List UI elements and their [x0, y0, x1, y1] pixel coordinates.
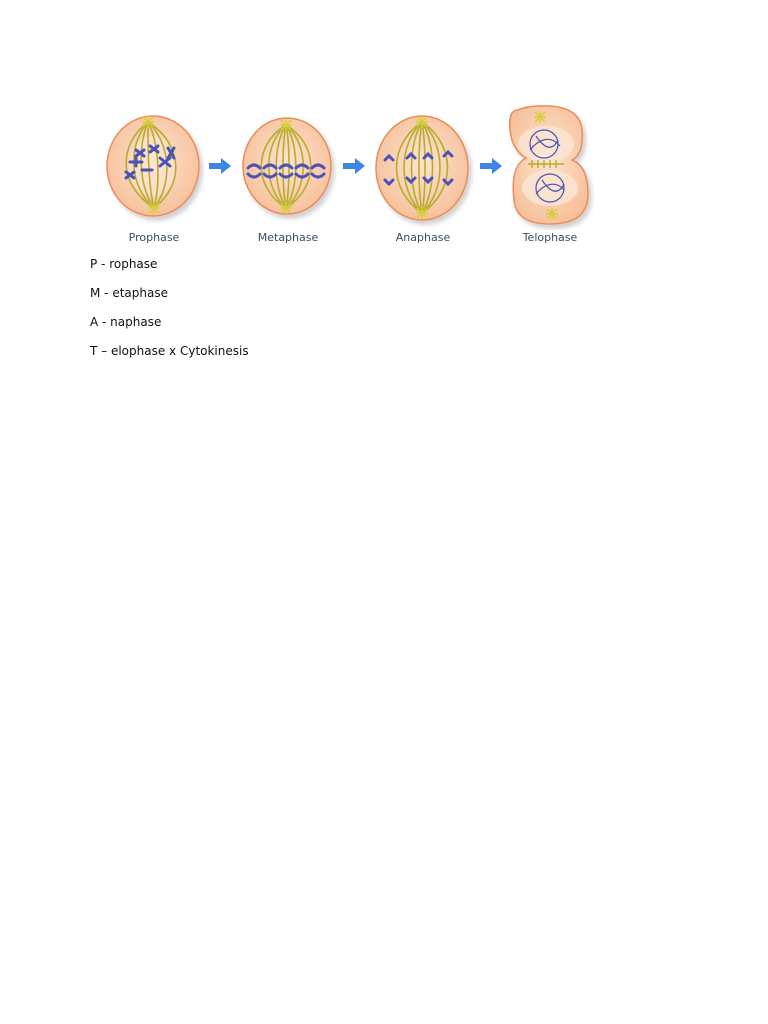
- phase-label-prophase: Prophase: [128, 231, 180, 244]
- anaphase-cell: [376, 116, 468, 220]
- arrow-icon: [209, 158, 231, 174]
- phase-label-telophase: Telophase: [522, 231, 578, 244]
- mitosis-diagram: [98, 100, 598, 250]
- note-prophase: P - rophase: [90, 257, 158, 271]
- note-telophase: T – elophase x Cytokinesis: [90, 344, 249, 358]
- phase-mnemonic-list: [90, 257, 249, 373]
- arrow-icon: [480, 158, 502, 174]
- arrow-icon: [343, 158, 365, 174]
- note-anaphase: A - naphase: [90, 315, 162, 329]
- note-metaphase: M - etaphase: [90, 286, 168, 300]
- phase-label-metaphase: Metaphase: [257, 231, 319, 244]
- phase-label-anaphase: Anaphase: [395, 231, 451, 244]
- prophase-cell: [107, 116, 199, 216]
- telophase-cell: [510, 106, 588, 224]
- metaphase-cell: [243, 118, 331, 214]
